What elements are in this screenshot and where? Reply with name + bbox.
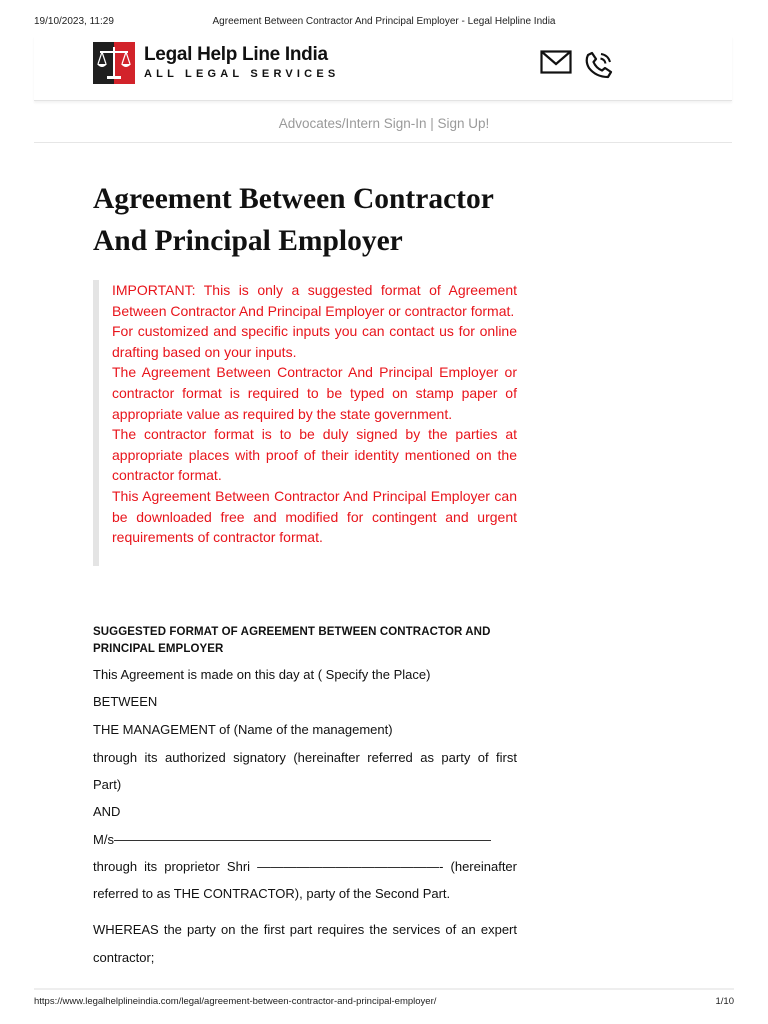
advocate-signin-link[interactable]: Advocates/Intern Sign-In | Sign Up! <box>278 116 490 131</box>
format-heading: SUGGESTED FORMAT OF AGREEMENT BETWEEN CONTRACTOR AND PRINCIPAL EMPLOYER <box>93 626 491 655</box>
agreement-line: Part) <box>93 777 122 792</box>
notice-paragraph: IMPORTANT: This is only a suggested format of Agreement Between Contractor And Principal Employer or contractor format. <box>112 282 517 319</box>
print-datetime: 19/10/2023, 11:29 <box>34 16 114 27</box>
agreement-line: contractor; <box>93 950 155 965</box>
agreement-line: This Agreement is made on this day at ( Specify the Place) <box>93 667 431 682</box>
site-name: Legal Help Line India <box>144 44 328 65</box>
notice-paragraph: The contractor format is to be duly signed by the parties at appropriate places with proof of their identity mentioned on the contractor format. <box>112 426 517 484</box>
mail-icon[interactable] <box>540 50 572 79</box>
scales-of-justice-logo-icon <box>93 42 135 84</box>
site-header <box>34 36 732 101</box>
agreement-line: WHEREAS the party on the first part requires the services of an expert <box>93 922 517 937</box>
agreement-line: referred to as THE CONTRACTOR), party of the Second Part. <box>93 886 451 901</box>
agreement-line: through its authorized signatory (hereinafter referred as party of first <box>93 750 517 765</box>
agreement-line: THE MANAGEMENT of (Name of the management) <box>93 722 393 737</box>
agreement-line: BETWEEN <box>93 694 158 709</box>
site-logo[interactable] <box>93 42 339 84</box>
divider <box>34 142 732 143</box>
phone-icon[interactable] <box>584 50 614 85</box>
notice-paragraph: The Agreement Between Contractor And Principal Employer or contractor format is required to be typed on stamp paper of appropriate value as required by the state government. <box>112 364 517 422</box>
notice-paragraph: For customized and specific inputs you can contact us for online drafting based on your inputs. <box>112 323 517 360</box>
notice-paragraph: This Agreement Between Contractor And Principal Employer can be downloaded free and modified for contingent and urgent requirements of contractor format. <box>112 487 517 546</box>
print-page-title: Agreement Between Contractor And Principal Employer - Legal Helpline India <box>212 16 556 27</box>
agreement-line: through its proprietor Shri ——————————————- (hereinafter <box>93 859 517 874</box>
important-notice <box>93 280 517 566</box>
page-number: 1/10 <box>715 996 734 1007</box>
divider <box>34 988 734 990</box>
site-tagline: ALL LEGAL SERVICES <box>144 68 340 80</box>
agreement-line: AND <box>93 804 121 819</box>
page-title: Agreement Between Contractor And Principal Employer <box>93 183 494 257</box>
page-url[interactable]: https://www.legalhelplineindia.com/legal/agreement-between-contractor-and-principal-employer/ <box>34 996 437 1007</box>
agreement-line: M/s————————————————————————————— <box>93 832 491 847</box>
